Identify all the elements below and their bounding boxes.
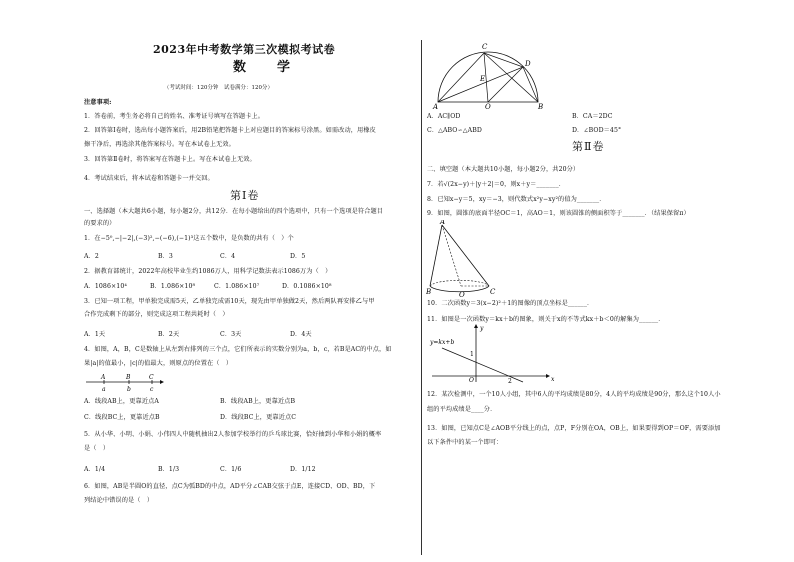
segment-ad [438,67,523,102]
question-5a: 5．从小华、小明、小娟、小伟四人中随机抽出2人参加学校举行的乒乓球比赛，恰好抽到小华和小娟的概率 [84,431,382,438]
note-4: 4．考试结束后，将本试卷和答题卡一并交回。 [84,175,214,182]
subject-title: 数 学 [233,60,300,75]
graph-x-arrow [546,374,550,378]
point-label-b: B [126,374,131,381]
question-5b: 是（ ） [84,445,110,452]
q3-option-b: B．2天 [158,331,180,338]
q2-option-c: C．1.086×10⁷ [214,283,260,290]
graph-label-1: 1 [470,351,474,358]
q3-option-d: D．4天 [290,331,312,338]
q2-option-a: A．1086×10⁴ [84,283,127,290]
label-a: A [433,103,439,110]
note-2b: 擦干净后，再选涂其他答案标号。写在本试卷上无效。 [84,141,235,148]
cone-base-back [430,280,489,286]
semicircle-figure [428,40,548,110]
label-e: E [480,75,486,83]
question-7: 7．若√(2x−y)＋|y＋2|＝0，则x＋y＝_______． [427,181,566,188]
note-2a: 2．回答第Ⅰ卷时，选出每小题答案后，用2B铅笔把答题卡上对应题目的答案标号涂黑。如需改动，用橡皮 [84,127,376,134]
question-13a: 13．如图，已知点C是∠AOB平分线上的点，点P，F分别在OA，OB上，如果要得到OP＝OF，需要添加 [427,425,721,432]
q1-option-b: B．3 [158,253,173,260]
cone-figure [426,220,516,300]
cone-label-o: O [459,291,465,299]
q6-option-c: C．△ABO∽△ABD [427,127,482,134]
part1-instructions-b: 的要求的） [84,220,116,227]
q3-option-c: C．3天 [220,331,242,338]
linear-graph-figure [428,324,558,384]
graph-y-arrow [474,324,478,328]
value-label-c: c [150,386,154,393]
question-2: 2．据教育部统计，2022年高校毕业生约1086万人，用科学记数法表示1086万为（ ） [84,268,332,275]
question-6a: 6．如图，AB是半圆O的直径，点C为弧BD的中点，AD平分∠CAB交弦于点E，连接CD、OD、BD，下 [84,483,376,490]
question-3b: 合作完成剩下的部分，则完成这项工程共耗时（ ） [84,311,229,318]
label-d: D [525,60,531,68]
point-label-a: A [101,374,106,381]
q4-option-a: A．线段AB上，更靠近点A [84,398,159,405]
q6-option-b: B．CA＝2DC [572,113,613,120]
graph-label-x: x [551,376,555,383]
q5-option-a: A．1/4 [84,466,106,473]
cone-label-c: C [490,288,496,296]
notes-heading: 注意事项: [84,99,112,106]
label-o: O [485,103,491,110]
exam-title: 2023年中考数学第三次模拟考试卷 [153,43,336,56]
q4-option-b: B．线段AB上，更靠近点B [220,398,296,405]
q1-option-d: D．5 [290,253,306,260]
graph-label-y: y [480,325,484,332]
label-b: B [538,103,544,110]
point-label-c: C [149,374,154,381]
q3-option-a: A．1天 [84,331,106,338]
question-6b: 列结论中错误的是（ ） [84,497,154,504]
value-label-b: b [127,386,131,393]
cone-label-a: A [440,220,446,226]
cone-label-b: B [426,288,432,296]
note-1: 1．答卷前，考生务必将自己的姓名、准考证号填写在答题卡上。 [84,113,265,120]
graph-label-2: 2 [508,378,512,384]
exam-info: （考试时间：120分钟 试卷满分：120分） [164,85,274,91]
q6-option-a: A．AC∥OD [427,113,461,120]
question-4a: 4．如图，A，B，C是数轴上从左到右排列的三个点，它们所表示的实数分别为a，b，c，若B是AC的中点，如 [84,346,392,353]
part2-instructions: 二、填空题（本大题共10小题，每小题2分，共20分） [427,166,580,173]
segment-db [523,67,538,102]
question-12b: 组的平均成绩是____分． [427,406,497,413]
q5-option-d: D．1/12 [290,466,316,473]
part1-heading: 第Ⅰ卷 [230,189,260,202]
question-12a: 12．某次检测中，一个10人小组，其中6人的平均成绩是80分，4人的平均成绩是90分，那么这个10人小 [427,391,721,398]
label-c: C [482,43,488,51]
question-9: 9．如图，圆锥的底面半径OC＝1，高AO＝1，则该圆锥的侧面积等于_______．（结果保留π） [427,210,690,217]
q2-option-d: D．0.1086×10⁸ [282,283,332,290]
q4-option-c: C．线段BC上，更靠近点B [84,414,160,421]
graph-label-equation: y=kx+b [430,339,455,346]
q6-option-d: D．∠BOD＝45° [572,127,622,134]
question-8: 8．已知x−y＝5，xy＝−3，则代数式x²y−xy²的值为_______． [427,196,606,203]
q1-option-a: A．2 [84,253,99,260]
segment-cd [484,53,523,67]
part2-heading: 第Ⅱ卷 [572,140,605,153]
number-line-figure [84,373,164,395]
graph-label-o: O [469,377,474,384]
question-11: 11．如图是一次函数y＝kx＋b的图象，则关于x的不等式kx＋b＜0的解集为______． [427,316,665,323]
right-column [422,0,794,562]
cone-left-edge [430,225,442,286]
q5-option-b: B．1/3 [158,466,180,473]
q1-option-c: C．4 [220,253,236,260]
q5-option-c: C．1/6 [220,466,242,473]
number-line-arrow [160,380,164,384]
graph-line [442,348,523,382]
segment-ac [438,53,484,102]
cone-height [442,225,461,286]
semicircle [438,52,538,102]
value-label-a: a [102,386,106,393]
question-13b: 以下条件中的某一个即可： [427,439,503,446]
question-3a: 3．已知一项工程，甲单独完成需5天，乙单独完成需10天，现先由甲单独做2天，然后两队再安排乙与甲 [84,298,375,305]
note-3: 3．回答第Ⅱ卷时，将答案写在答题卡上。写在本试卷上无效。 [84,156,256,163]
question-4b: 果|a|的值最小，|c|的值最大，则原点的位置在（ ） [84,360,233,367]
cone-right-edge [442,225,489,286]
question-10: 10．二次函数y＝3(x−2)²＋1的图像的顶点坐标是______． [427,300,594,307]
question-1: 1．在−5⁰,−|−2|,(−3)²,−(−6),(−1)³这五个数中，是负数的共有（ ）个 [84,235,294,242]
q4-option-d: D．线段BC上，更靠近点C [220,414,297,421]
q2-option-b: B．1.086×10⁸ [150,283,196,290]
part1-instructions-a: 一、选择题（本大题共6小题，每小题2分，共12分．在每小题给出的四个选项中，只有一个选项是符合题目 [84,208,384,215]
